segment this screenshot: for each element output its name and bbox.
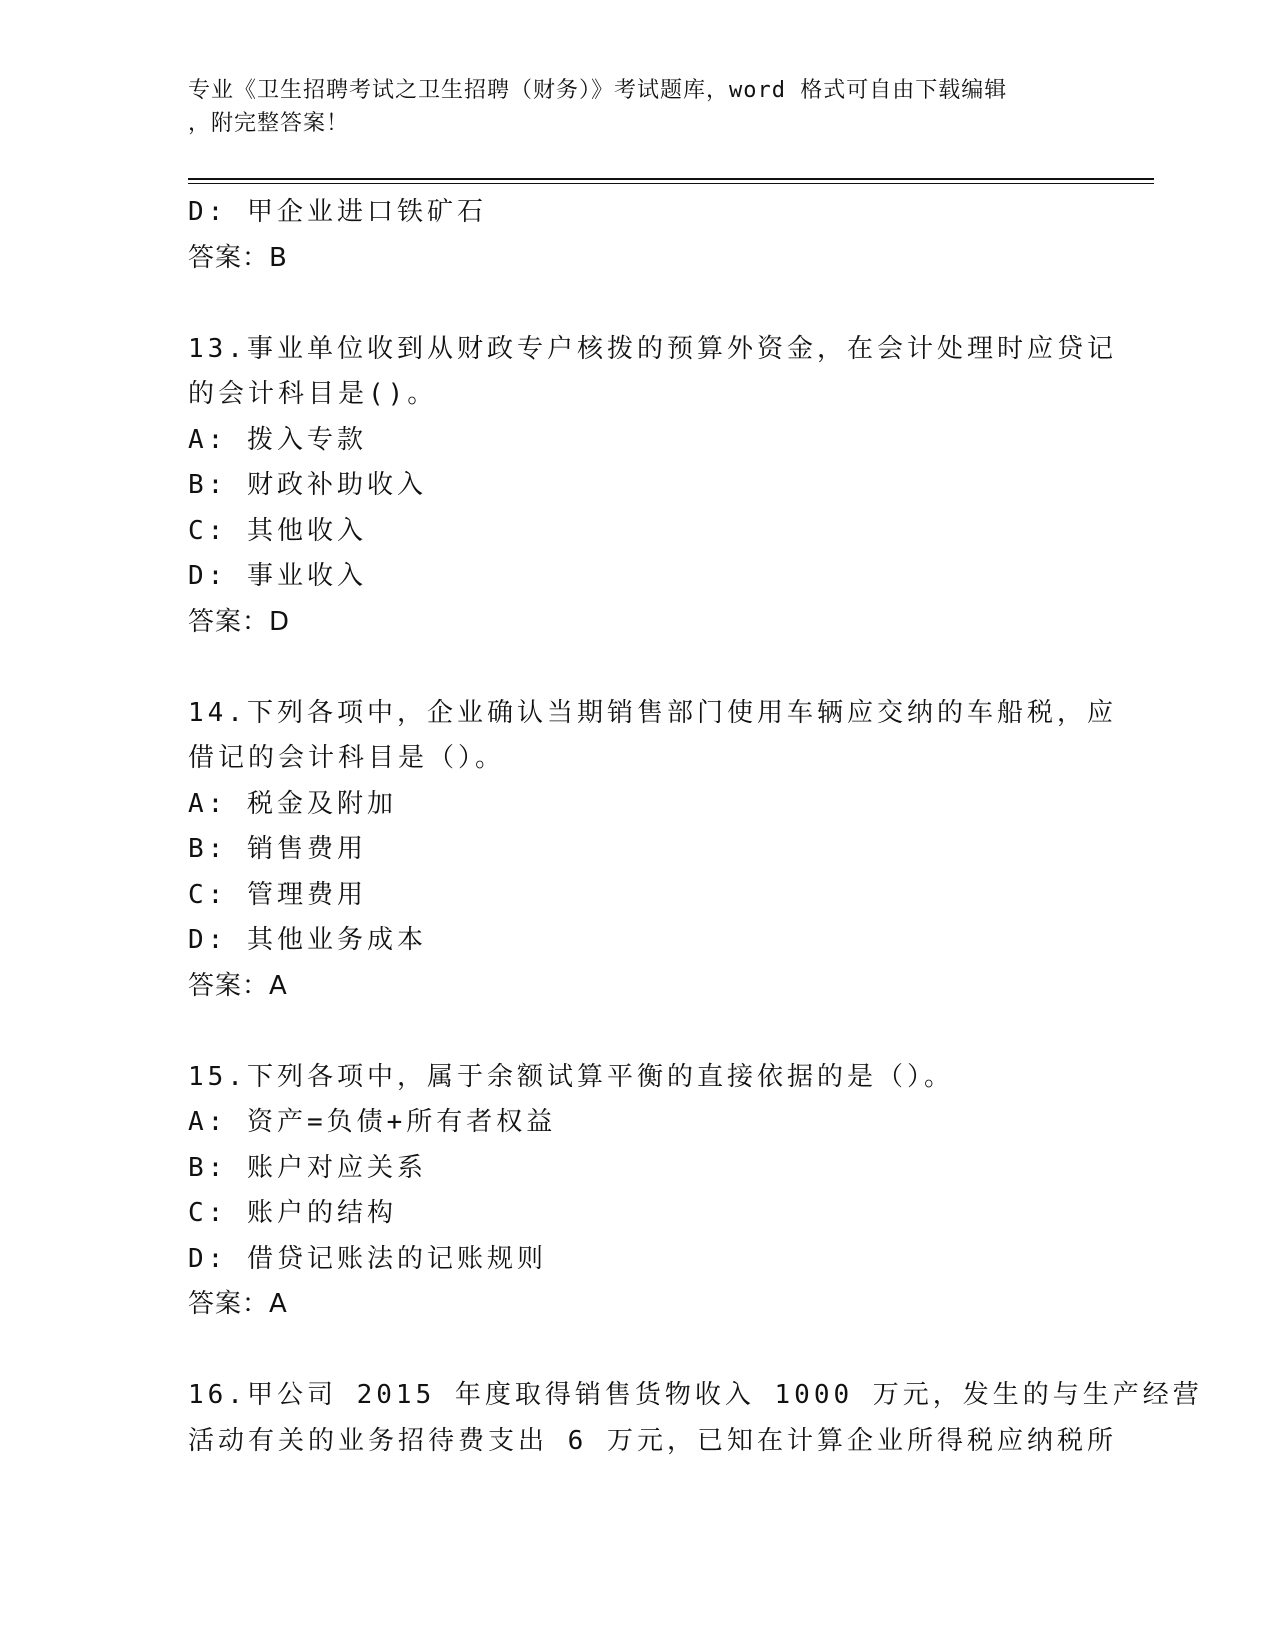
question-list <box>188 190 1203 1464</box>
option-d: D: 事业收入 <box>188 561 367 591</box>
header-line-1: 专业《卫生招聘考试之卫生招聘（财务）》考试题库，word 格式可自由下载编辑 <box>188 78 1008 103</box>
option-b: B: 财政补助收入 <box>188 470 427 500</box>
document-header <box>188 74 1088 140</box>
question-stem-cont: 的会计科目是()。 <box>188 379 438 409</box>
header-divider-thin <box>188 183 1154 184</box>
question-16 <box>188 1373 1203 1464</box>
option-c: C: 管理费用 <box>188 879 367 910</box>
question-14 <box>188 691 1117 1010</box>
question-13 <box>188 327 1117 646</box>
option-d: D: 其他业务成本 <box>188 925 427 955</box>
question-stem-cont: 活动有关的业务招待费支出 6 万元，已知在计算企业所得税应纳税所 <box>188 1425 1117 1456</box>
option-a: A: 拨入专款 <box>188 424 367 455</box>
question-stem: 13.事业单位收到从财政专户核拨的预算外资金，在会计处理时应贷记 <box>188 333 1117 364</box>
option-c: C: 账户的结构 <box>188 1198 397 1228</box>
question-15 <box>188 1055 1088 1328</box>
question-stem-cont: 借记的会计科目是（）。 <box>188 743 506 773</box>
option-c: C: 其他收入 <box>188 515 367 546</box>
answer-line: 答案：A <box>188 970 288 1001</box>
header-line-2: ，附完整答案！ <box>188 111 350 136</box>
option-a: A: 税金及附加 <box>188 788 397 819</box>
option-b: B: 销售费用 <box>188 834 367 864</box>
answer-line: 答案：B <box>188 242 288 273</box>
question-stem: 15.下列各项中，属于余额试算平衡的直接依据的是（）。 <box>188 1061 954 1092</box>
option-d: D: 借贷记账法的记账规则 <box>188 1243 547 1274</box>
answer-line: 答案：D <box>188 606 291 637</box>
option-a: A: 资产=负债+所有者权益 <box>188 1107 557 1137</box>
question-stem: 14.下列各项中，企业确认当期销售部门使用车辆应交纳的车船税，应 <box>188 697 1117 728</box>
option-b: B: 账户对应关系 <box>188 1152 427 1183</box>
option-d: D: 甲企业进口铁矿石 <box>188 197 487 227</box>
previous-question-tail <box>188 190 1088 281</box>
question-stem: 16.甲公司 2015 年度取得销售货物收入 1000 万元，发生的与生产经营 <box>188 1380 1203 1410</box>
answer-line: 答案：A <box>188 1289 288 1319</box>
header-divider-thick <box>188 178 1154 180</box>
